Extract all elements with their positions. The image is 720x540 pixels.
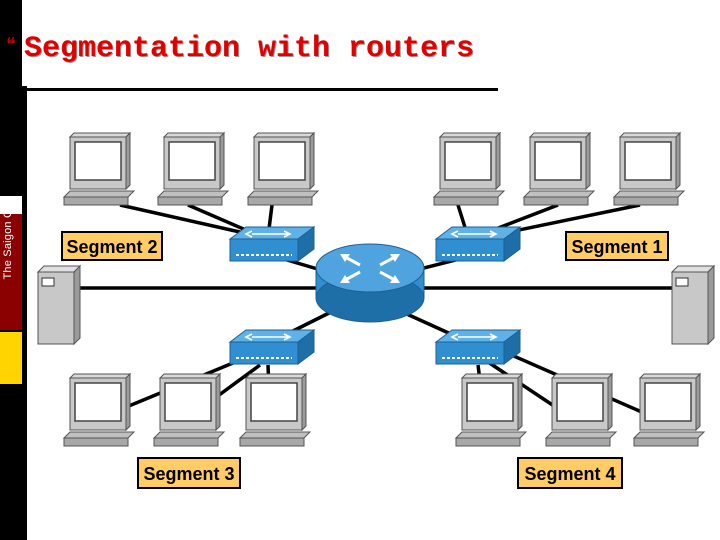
segment-1-label — [566, 232, 668, 260]
segment-2-text: Segment 2 — [66, 237, 158, 257]
pc-icon — [154, 374, 224, 446]
pc-icon — [240, 374, 310, 446]
switch-icon — [230, 227, 314, 261]
pc-icon — [158, 133, 228, 205]
segment-4-label — [518, 458, 622, 488]
segment-2-label — [62, 232, 162, 260]
server-icon — [38, 266, 80, 344]
pc-icon — [248, 133, 318, 205]
switch-icon — [436, 227, 520, 261]
title-bullet-icon: ❝ — [6, 34, 16, 55]
pc-icon — [546, 374, 616, 446]
pc-icon — [64, 133, 134, 205]
router-icon — [316, 244, 424, 322]
pc-icon — [614, 133, 684, 205]
server-icon — [672, 266, 714, 344]
switch-icon — [436, 330, 520, 364]
pc-icon — [456, 374, 526, 446]
segment-1-text: Segment 1 — [571, 237, 663, 257]
segment-3-label — [138, 458, 240, 488]
page-title: Segmentation with routers — [24, 32, 475, 66]
switch-icon — [230, 330, 314, 364]
pc-icon — [634, 374, 704, 446]
pc-icon — [524, 133, 594, 205]
pc-icon — [434, 133, 504, 205]
sidebar-text: The Saigon CTT — [2, 196, 14, 280]
segment-4-text: Segment 4 — [524, 464, 616, 484]
pc-icon — [64, 374, 134, 446]
segment-3-text: Segment 3 — [143, 464, 235, 484]
